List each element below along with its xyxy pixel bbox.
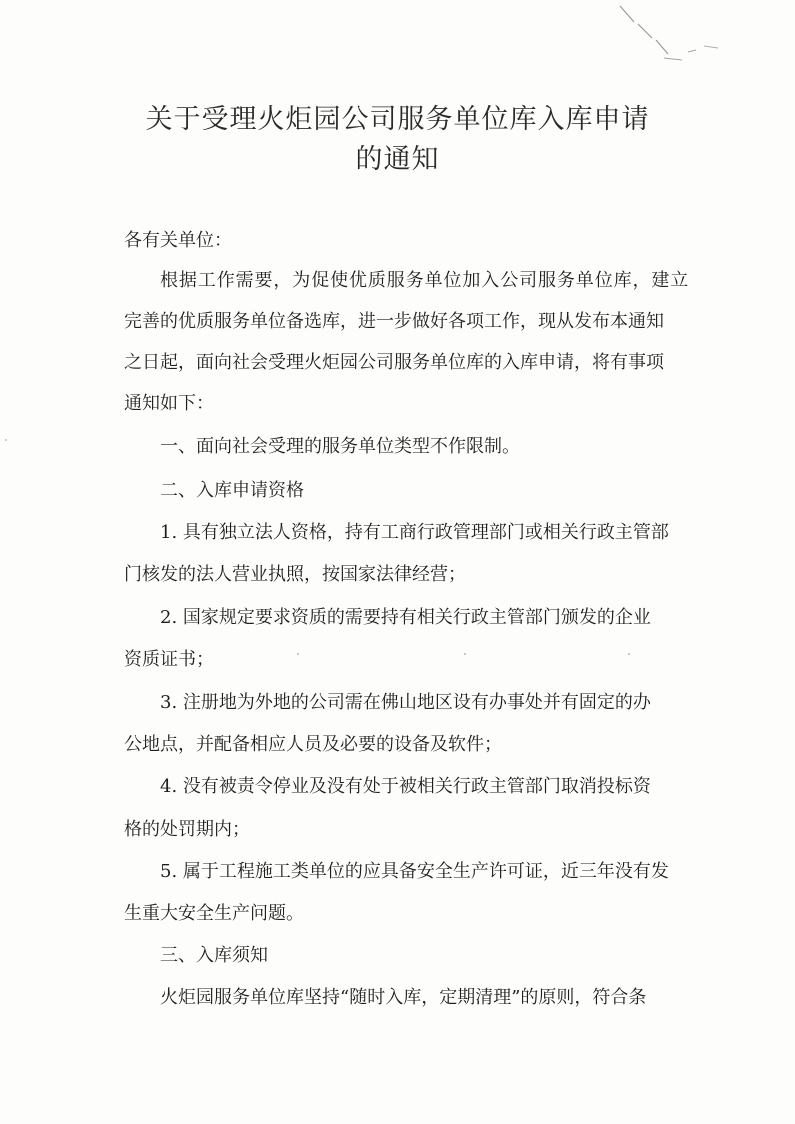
scan-artifact-mark — [600, 0, 795, 80]
paragraph-line: 完善的优质服务单位备选库，进一步做好各项工作，现从发布本通知 — [124, 311, 664, 332]
list-item-continuation: 门核发的法人营业执照，按国家法律经营； — [124, 564, 466, 585]
document-title-line-1: 关于受理火炬园公司服务单位库入库申请 — [145, 104, 650, 135]
salutation: 各有关单位： — [124, 230, 232, 251]
list-item: 1. 具有独立法人资格，持有工商行政管理部门或相关行政主管部 — [160, 522, 669, 543]
list-item-continuation: 生重大安全生产问题。 — [124, 903, 304, 924]
paragraph-line: 火炬园服务单位库坚持“随时入库，定期清理”的原则，符合条 — [160, 987, 647, 1008]
paragraph-line: 通知如下： — [124, 393, 214, 414]
list-item-continuation: 格的处罚期内； — [124, 819, 250, 840]
list-item-continuation: 资质证书； — [124, 649, 214, 670]
scan-speck-mark — [627, 652, 631, 656]
list-item: 2. 国家规定要求资质的需要持有相关行政主管部门颁发的企业 — [160, 607, 651, 628]
section-heading: 一、面向社会受理的服务单位类型不作限制。 — [160, 436, 520, 457]
list-item: 4. 没有被责令停业及没有处于被相关行政主管部门取消投标资 — [160, 776, 651, 797]
scan-speck-mark — [4, 438, 8, 442]
list-item: 5. 属于工程施工类单位的应具备安全生产许可证，近三年没有发 — [160, 861, 669, 882]
scan-speck-mark — [296, 652, 300, 656]
scan-speck-mark — [463, 652, 467, 656]
list-item: 3. 注册地为外地的公司需在佛山地区设有办事处并有固定的办 — [160, 692, 651, 713]
paragraph-line: 之日起，面向社会受理火炬园公司服务单位库的入库申请，将有事项 — [124, 352, 664, 373]
list-item-continuation: 公地点，并配备相应人员及必要的设备及软件； — [124, 734, 502, 755]
section-heading: 三、入库须知 — [160, 945, 268, 966]
section-heading: 二、入库申请资格 — [160, 480, 304, 501]
document-title-line-2: 的通知 — [355, 144, 440, 175]
paragraph-line: 根据工作需要，为促使优质服务单位加入公司服务单位库，建立 — [160, 270, 690, 291]
